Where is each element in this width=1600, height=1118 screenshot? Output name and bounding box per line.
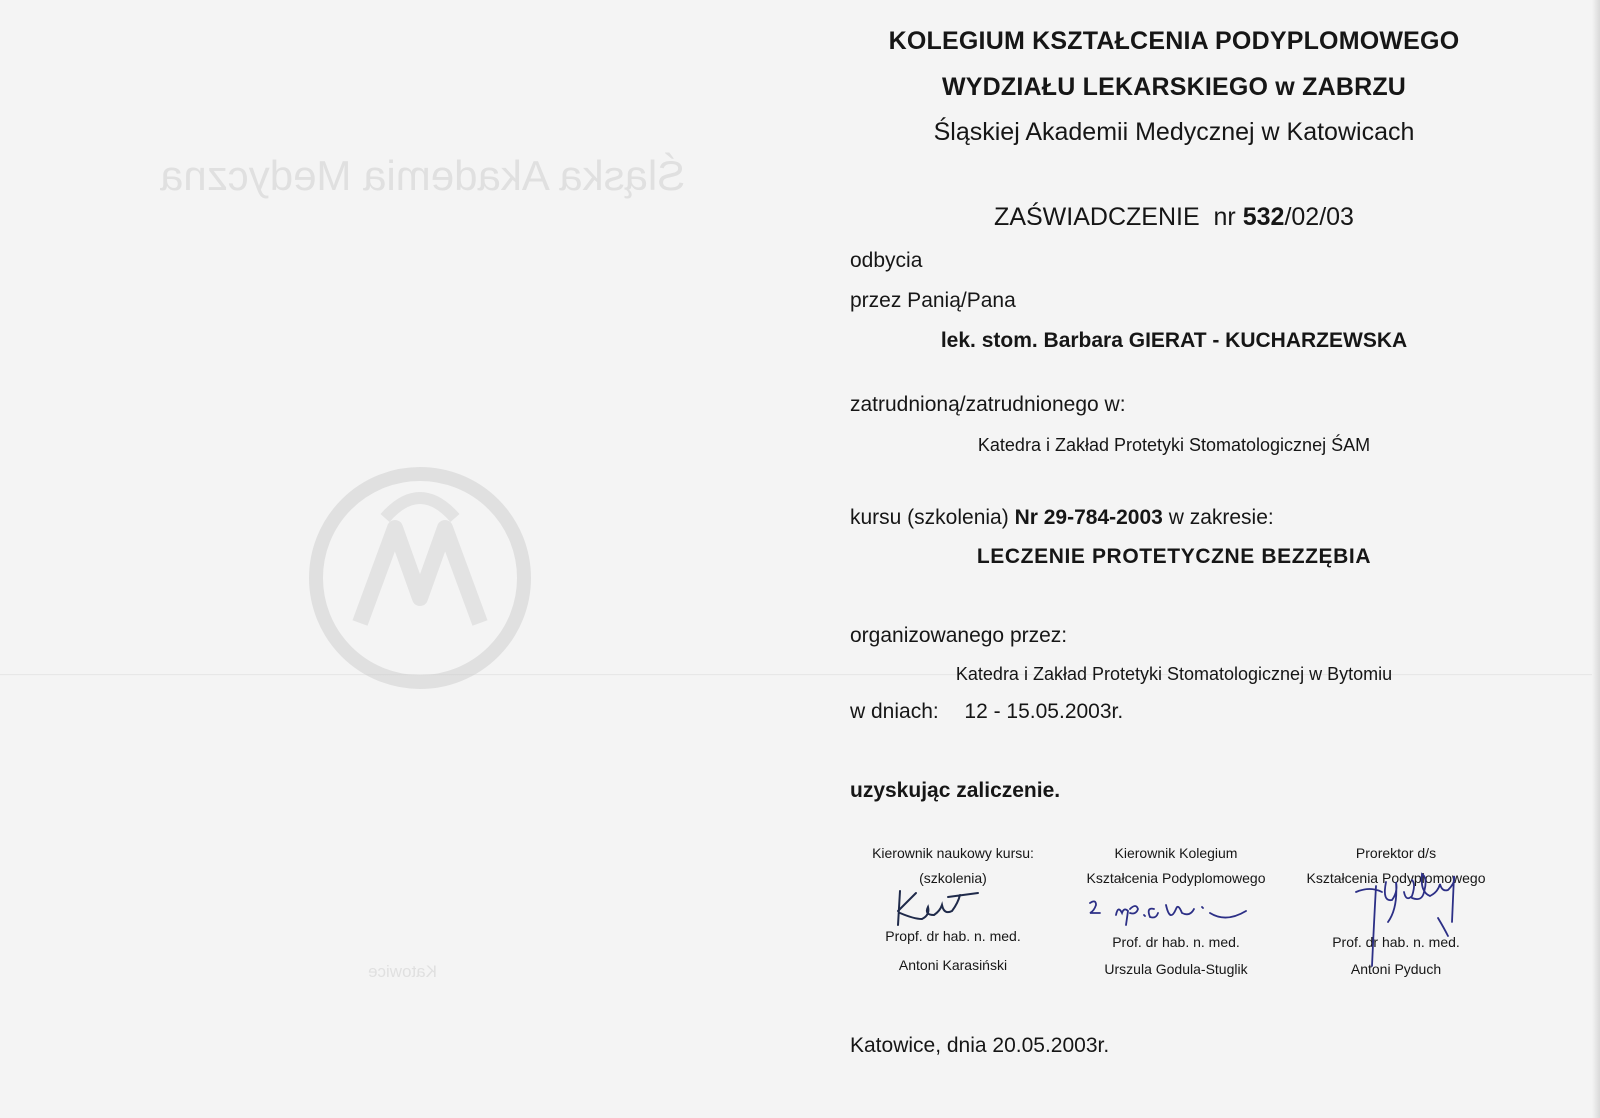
signature-2-handwriting-icon xyxy=(1086,895,1256,935)
signature-3-handwriting-icon xyxy=(1352,862,1472,972)
dates-value: 12 - 15.05.2003r. xyxy=(964,700,1124,723)
employer-name: Katedra i Zakład Protetyki Stomatologicznej ŚAM xyxy=(977,435,1371,455)
place-date: Katowice, dnia 20.05.2003r. xyxy=(850,1034,1110,1057)
course-number: Nr 29-784-2003 xyxy=(1014,506,1163,529)
odbycia-label: odbycia xyxy=(850,249,923,272)
dates-label: w dniach: xyxy=(850,700,939,723)
organized-label: organizowanego przez: xyxy=(850,624,1068,647)
signature-1-role-line-2: (szkolenia) xyxy=(919,870,987,886)
organizer-name: Katedra i Zakład Protetyki Stomatologicznej w Bytomiu xyxy=(955,664,1393,684)
header-line-3: Śląskiej Akademii Medycznej w Katowicach xyxy=(933,118,1415,146)
signature-2-role-line-1: Kierownik Kolegium xyxy=(1114,845,1238,861)
certificate-label: ZAŚWIADCZENIE xyxy=(994,203,1200,231)
paper-edge xyxy=(1592,0,1600,1118)
przez-label: przez Panią/Pana xyxy=(850,289,1016,312)
header-line-1: KOLEGIUM KSZTAŁCENIA PODYPLOMOWEGO xyxy=(888,27,1460,55)
course-line xyxy=(850,506,1274,530)
signature-3-title: Prof. dr hab. n. med. xyxy=(1332,934,1460,950)
dates-line xyxy=(850,700,1123,724)
signature-3-role-line-2: Kształcenia Podyplomowego xyxy=(1306,870,1486,886)
certificate-number-rest: /02/03 xyxy=(1284,203,1354,231)
show-through-small: Katowice xyxy=(368,962,437,981)
result-text: uzyskując zaliczenie. xyxy=(850,779,1061,802)
show-through-title: Śląska Akademia Medyczna xyxy=(160,152,686,199)
signature-1-role-line-1: Kierownik naukowy kursu: xyxy=(872,845,1034,861)
employed-label: zatrudnioną/zatrudnionego w: xyxy=(850,393,1126,416)
certificate-number-bold: 532 xyxy=(1242,203,1285,231)
course-title: LECZENIE PROTETYCZNE BEZZĘBIA xyxy=(976,545,1372,568)
certificate-nr-label: nr xyxy=(1213,203,1236,231)
signature-2-title: Prof. dr hab. n. med. xyxy=(1112,934,1240,950)
course-prefix: kursu (szkolenia) xyxy=(850,506,1009,529)
ghost-seal-icon xyxy=(300,458,540,698)
signature-3-role-line-1: Prorektor d/s xyxy=(1355,845,1437,861)
recipient-name: lek. stom. Barbara GIERAT - KUCHARZEWSKA xyxy=(940,329,1408,352)
certificate-number-line xyxy=(994,203,1354,232)
signature-2-role-line-2: Kształcenia Podyplomowego xyxy=(1086,870,1266,886)
signature-3-name: Antoni Pyduch xyxy=(1350,961,1442,977)
course-suffix: w zakresie: xyxy=(1168,506,1274,529)
signature-1-name: Antoni Karasiński xyxy=(898,957,1008,973)
header-line-2: WYDZIAŁU LEKARSKIEGO w ZABRZU xyxy=(941,73,1407,101)
signature-1-title: Propf. dr hab. n. med. xyxy=(885,928,1021,944)
signature-2-name: Urszula Godula-Stuglik xyxy=(1104,961,1248,977)
